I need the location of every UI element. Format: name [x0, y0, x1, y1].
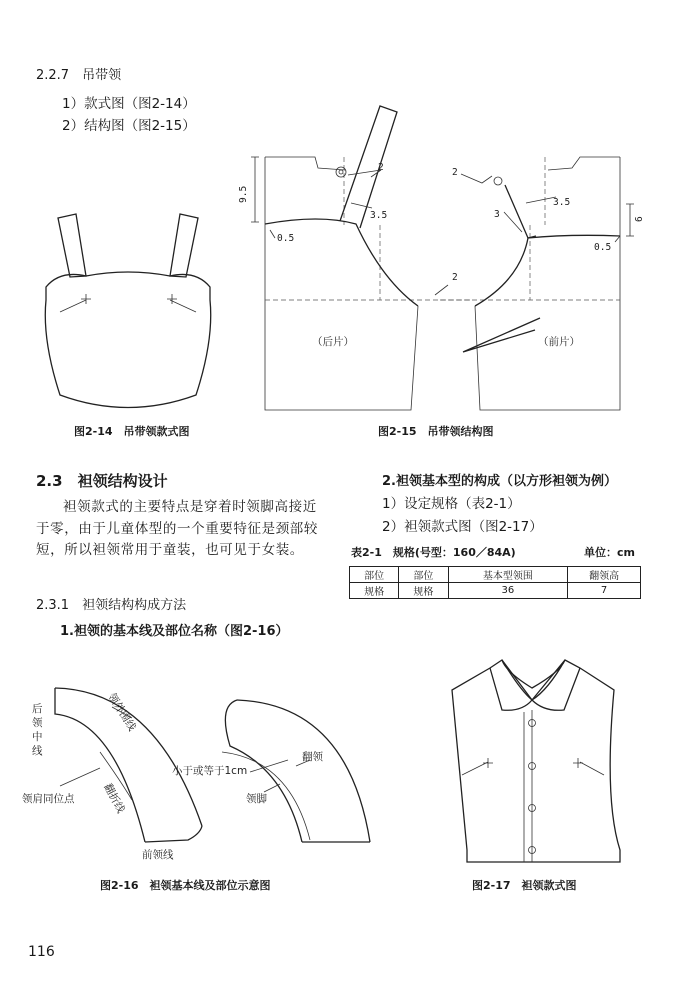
front-piece-label: （前片）	[538, 336, 580, 348]
right-section-heading: 2.袒领基本型的构成（以方形袒领为例）	[382, 474, 617, 489]
dim-strap-front: 3.5	[553, 197, 571, 208]
sub-heading-231: 2.3.1 袒领结构构成方法	[36, 598, 187, 613]
table-cell: 7	[568, 583, 641, 599]
section-23-paragraph: 袒领款式的主要特点是穿着时领脚高接近于零，由于儿童体型的一个重要特征是颈部较短，所以袒领常用于童装，也可见于女装。	[36, 499, 318, 558]
front-piece-draft	[440, 157, 634, 410]
list-item-style-figure: 1）款式图（图2-14）	[62, 96, 196, 112]
figure-caption-2-17: 图2-17 袒领款式图	[472, 879, 577, 892]
dim-front-three: 3	[494, 209, 500, 220]
list-item-spec: 1）设定规格（表2-1）	[382, 496, 521, 512]
label-fold-line: 翻折线	[101, 781, 127, 816]
dim-strap-back: 3.5	[370, 210, 388, 221]
back-piece-draft	[251, 106, 470, 410]
camisole-sketch	[45, 214, 210, 408]
label-back-center-4: 线	[32, 745, 43, 757]
section-heading-23: 2.3 袒领结构设计	[36, 472, 168, 490]
figure-caption-2-14: 图2-14 吊带领款式图	[74, 425, 190, 438]
dim-back-drop: 9.5	[238, 185, 249, 203]
dim-front-point5: 0.5	[594, 242, 612, 253]
label-back-center-3: 中	[32, 731, 43, 743]
list-item-structure-figure: 2）结构图（图2-15）	[62, 118, 196, 134]
label-back-center-2: 领	[32, 717, 43, 729]
label-collar-stand: 领脚	[246, 793, 267, 805]
dim-front-six: 6	[634, 216, 645, 222]
figure-caption-2-15: 图2-15 吊带领结构图	[378, 425, 494, 438]
label-back-center-1: 后	[32, 703, 43, 715]
table-cell: 36	[448, 583, 568, 599]
label-shoulder-point: 领肩同位点	[22, 793, 75, 805]
table-header-cell: 部位	[399, 567, 448, 583]
section-heading-227: 2.2.7 吊带领	[36, 68, 122, 83]
table-cell: 规格	[399, 583, 448, 599]
dim-back-small: 2	[378, 162, 384, 173]
table-header-cell: 部位	[350, 567, 399, 583]
table-row	[350, 583, 641, 599]
table-unit: 单位：cm	[584, 546, 635, 559]
label-collar-fall: 翻领	[302, 751, 323, 763]
dim-middle-two: 2	[452, 272, 458, 283]
back-piece-label: （后片）	[312, 336, 354, 348]
figure-caption-2-16: 图2-16 袒领基本线及部位示意图	[100, 879, 271, 892]
label-outer-edge: 领外围线	[105, 691, 138, 734]
label-front-line: 前领线	[142, 849, 174, 861]
spec-table	[349, 566, 641, 599]
table-title: 表2-1 规格(号型：160／84A)	[351, 546, 516, 559]
label-less-than: 小于或等于1cm	[172, 765, 248, 777]
table-header-row	[350, 567, 641, 583]
page-number: 116	[28, 944, 55, 960]
dim-front-small: 2	[452, 167, 458, 178]
table-cell: 规格	[350, 583, 399, 599]
dim-back-point5: 0.5	[277, 233, 295, 244]
peter-pan-collar-garment	[452, 660, 620, 862]
table-header-cell: 翻领高	[568, 567, 641, 583]
table-header-cell: 基本型领围	[448, 567, 568, 583]
list-item-collar-figure: 2）袒领款式图（图2-17）	[382, 519, 543, 535]
sub-item-baseline: 1.袒领的基本线及部位名称（图2-16）	[60, 624, 289, 639]
dim-arrow-middle	[435, 285, 448, 295]
